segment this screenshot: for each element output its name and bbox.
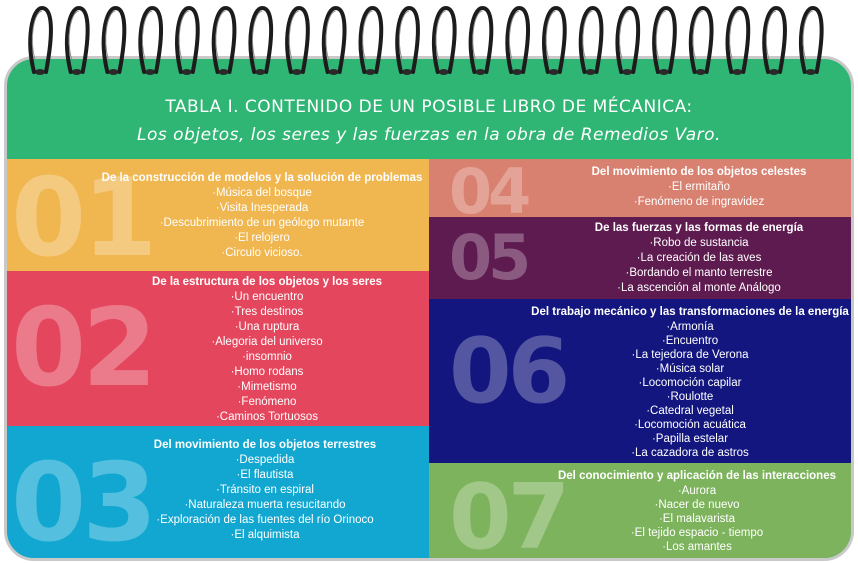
binder-ring <box>544 8 565 72</box>
section-number-07: 07 <box>449 465 567 561</box>
binder-hole <box>769 69 779 75</box>
section-item: ·Fenómeno de ingravidez <box>633 196 765 208</box>
notebook-binder <box>4 56 854 561</box>
section-item: ·Nacer de nuevo <box>654 499 740 511</box>
section-item: ·Música del bosque <box>212 187 312 199</box>
section-heading-05: De las fuerzas y las formas de energía <box>594 222 804 234</box>
table-title: TABLA I. CONTENIDO DE UN POSIBLE LIBRO DE MÉCANICA: <box>165 97 693 117</box>
section-heading-01: De la construcción de modelos y la solución de problemas <box>101 172 423 184</box>
section-item: ·El tejido espacio - tiempo <box>630 527 764 539</box>
section-item: ·Caminos Tortuosos <box>215 411 319 423</box>
binder-hole <box>586 69 596 75</box>
binder-hole <box>475 69 485 75</box>
section-content-07 <box>547 469 847 554</box>
section-number-05: 05 <box>449 221 528 294</box>
section-item: ·Aurora <box>677 485 717 497</box>
section-item: ·Tres destinos <box>230 306 304 318</box>
section-item: ·El malavarista <box>658 513 736 525</box>
section-number-01: 01 <box>11 159 154 271</box>
binder-ring <box>30 8 51 72</box>
section-item: ·Armonía <box>666 321 714 333</box>
binder-hole <box>145 69 155 75</box>
section-item: ·Visita Inesperada <box>215 202 309 214</box>
section-item: ·Tránsito en espiral <box>215 484 314 496</box>
section-item: ·El relojero <box>234 232 290 244</box>
binder-ring <box>764 8 785 72</box>
binder-ring <box>801 8 822 72</box>
binder-ring <box>140 8 161 72</box>
binder-hole <box>512 69 522 75</box>
section-item: ·Descubrimiento de un geólogo mutante <box>159 217 365 229</box>
table-subtitle: Los objetos, los seres y las fuerzas en la obra de Remedios Varo. <box>137 125 721 145</box>
section-content-04 <box>559 165 839 210</box>
section-panel-04 <box>429 159 854 217</box>
binder-ring <box>397 8 418 72</box>
section-item: ·Catedral vegetal <box>646 405 734 417</box>
section-number-02: 02 <box>11 286 154 411</box>
binder-hole <box>108 69 118 75</box>
section-item: ·La cazadora de astros <box>631 447 749 459</box>
binder-ring <box>67 8 88 72</box>
section-number-04: 04 <box>449 159 528 217</box>
binder-ring <box>324 8 345 72</box>
binder-hole <box>182 69 192 75</box>
binder-ring <box>361 8 382 72</box>
section-item: ·Un encuentro <box>230 291 304 303</box>
binder-ring <box>434 8 455 72</box>
section-number-06: 06 <box>449 319 567 424</box>
binder-ring <box>177 8 198 72</box>
binder-hole <box>402 69 412 75</box>
section-panel-01 <box>7 159 429 271</box>
binder-hole <box>255 69 265 75</box>
section-heading-06: Del trabajo mecánico y las transformaciones de la energía <box>531 306 849 318</box>
section-heading-07: Del conocimiento y aplicación de las interacciones <box>557 470 836 482</box>
section-panel-03 <box>7 426 429 561</box>
section-panel-02 <box>7 271 429 426</box>
section-item: ·Naturaleza muerta resucitando <box>184 499 346 511</box>
binder-hole <box>696 69 706 75</box>
section-item: ·Mimetismo <box>237 381 297 393</box>
binder-ring <box>617 8 638 72</box>
section-item: ·La creación de las aves <box>636 252 762 264</box>
section-panel-07 <box>429 463 854 561</box>
binder-hole <box>622 69 632 75</box>
section-heading-03: Del movimiento de los objetos terrestres <box>153 439 377 451</box>
section-item: ·Roulotte <box>666 391 714 403</box>
binder-hole <box>329 69 339 75</box>
section-content-03 <box>125 438 405 543</box>
section-item: ·Locomoción capilar <box>638 377 742 389</box>
section-heading-04: Del movimiento de los objetos celestes <box>591 166 807 178</box>
section-item: ·Exploración de las fuentes del río Orinoco <box>156 514 374 526</box>
section-item: ·Fenómeno <box>237 396 297 408</box>
section-item: ·Bordando el manto terrestre <box>625 267 773 279</box>
binder-hole <box>659 69 669 75</box>
section-content-06 <box>525 305 854 460</box>
section-item: ·Encuentro <box>661 335 719 347</box>
section-heading-02: De la estructura de los objetos y los seres <box>151 276 383 288</box>
binder-hole <box>219 69 229 75</box>
binder-ring <box>728 8 749 72</box>
binder-ring <box>471 8 492 72</box>
section-number-03: 03 <box>11 441 154 561</box>
section-item: ·insomnio <box>242 351 292 363</box>
binder-ring <box>104 8 125 72</box>
section-item: ·Locomoción acuática <box>634 419 746 431</box>
section-item: ·Los amantes <box>662 541 732 553</box>
binder-hole <box>35 69 45 75</box>
binder-hole <box>365 69 375 75</box>
section-item: ·El ermitaño <box>668 181 730 193</box>
binder-hole <box>806 69 816 75</box>
section-content-02 <box>117 275 417 425</box>
section-content-05 <box>559 221 839 296</box>
section-item: ·Despedida <box>235 454 295 466</box>
section-item: ·Alegoria del universo <box>211 336 323 348</box>
section-item: ·Papilla estelar <box>651 433 729 445</box>
section-item: ·El alquimista <box>230 529 300 541</box>
section-item: ·El flautista <box>236 469 294 481</box>
section-item: ·La ascención al monte Análogo <box>617 282 781 294</box>
section-item: ·Robo de sustancia <box>649 237 749 249</box>
binder-hole <box>732 69 742 75</box>
binder-ring <box>287 8 308 72</box>
section-item: ·Música solar <box>655 363 725 375</box>
section-content-01 <box>97 171 427 261</box>
binder-ring <box>507 8 528 72</box>
section-item: ·La tejedora de Verona <box>631 349 749 361</box>
binder-ring <box>691 8 712 72</box>
binder-ring <box>581 8 602 72</box>
binder-ring <box>250 8 271 72</box>
binder-ring <box>654 8 675 72</box>
section-panel-06 <box>429 299 854 463</box>
binder-hole <box>439 69 449 75</box>
section-item: ·Circulo vicioso. <box>221 247 303 259</box>
section-item: ·Homo rodans <box>230 366 304 378</box>
spiral-binding-rings <box>0 0 858 90</box>
binder-hole <box>72 69 82 75</box>
binder-ring <box>214 8 235 72</box>
binder-hole <box>549 69 559 75</box>
section-item: ·Una ruptura <box>234 321 300 333</box>
section-panel-05 <box>429 217 854 299</box>
binder-hole <box>292 69 302 75</box>
